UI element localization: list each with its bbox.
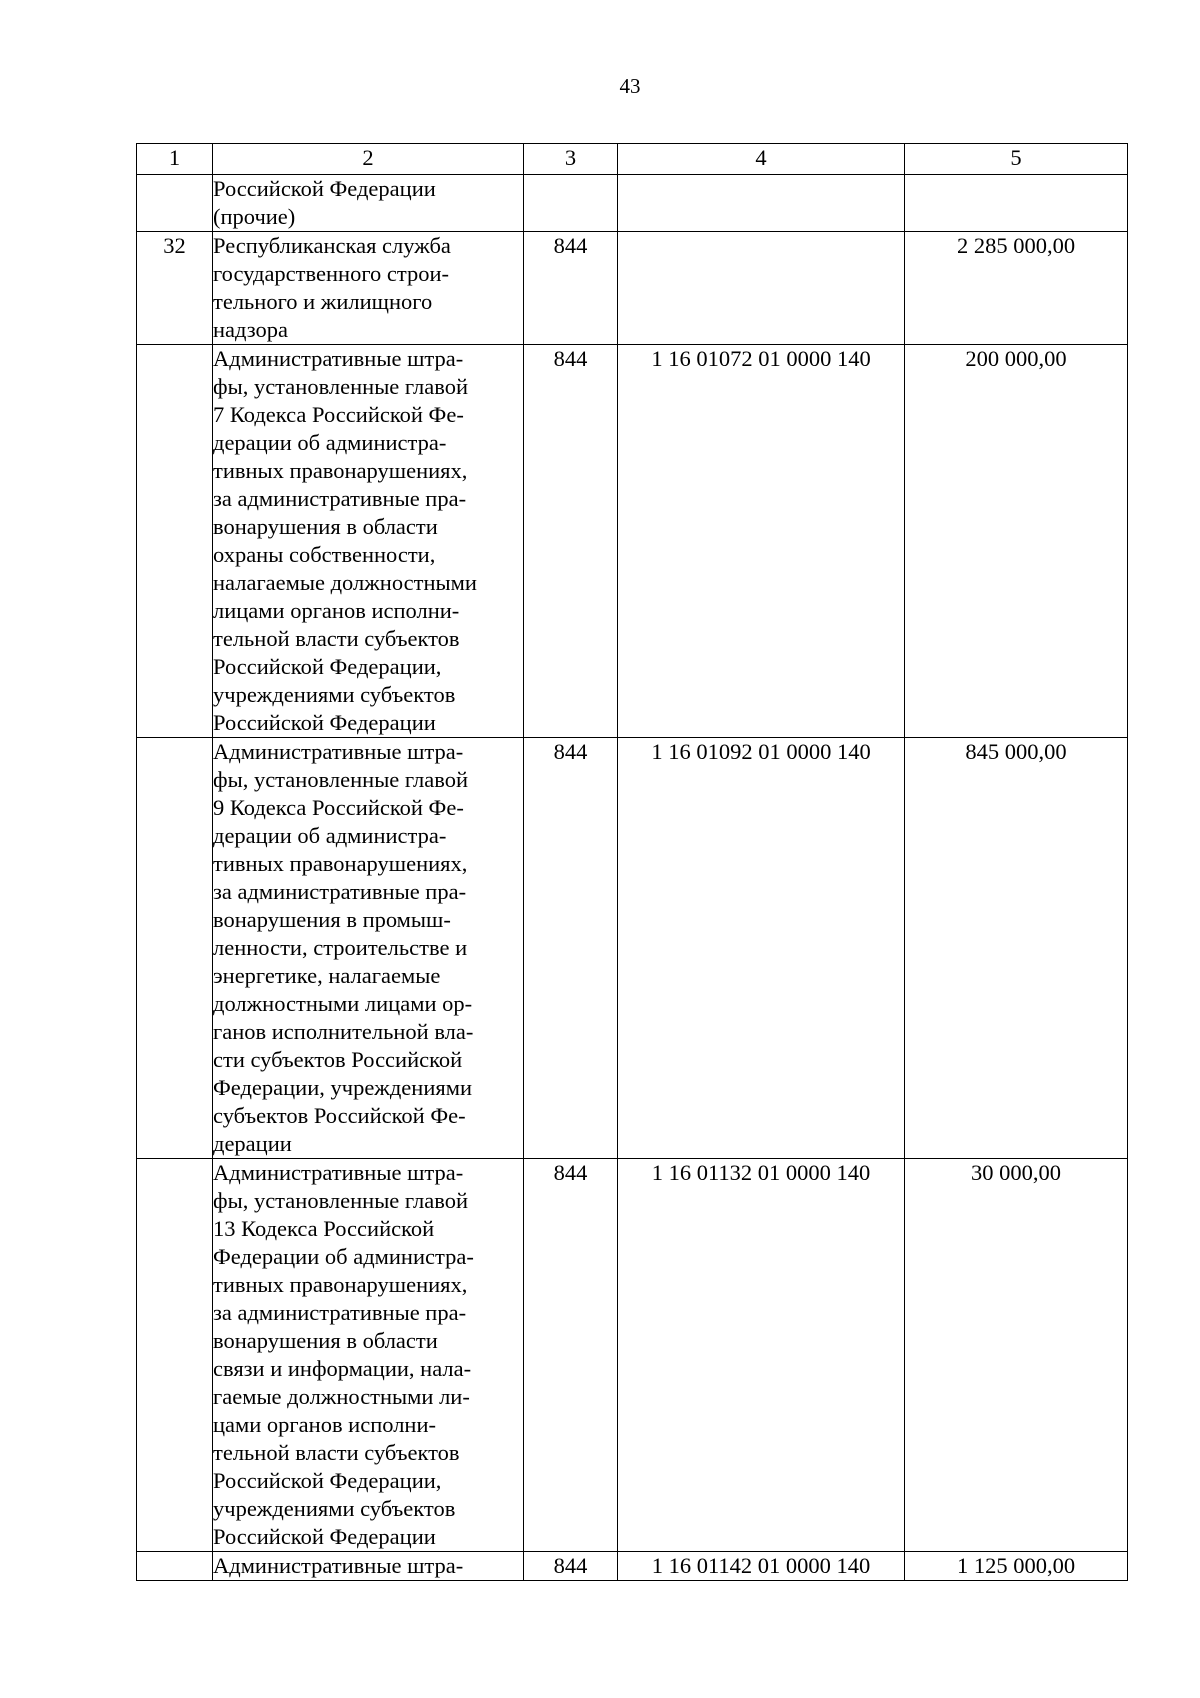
page-number: 43 [619,74,641,98]
row-admin-code: 844 [524,1552,618,1581]
table-row [137,1159,1128,1552]
row-number [137,738,213,1159]
table-row [137,175,1128,232]
column-header: 5 [905,144,1128,175]
row-number [137,175,213,232]
table-row [137,345,1128,738]
row-name: Российской Федерации (прочие) [213,175,524,232]
row-amount: 30 000,00 [905,1159,1128,1552]
row-amount: 845 000,00 [905,738,1128,1159]
row-name: Административные штра- [213,1552,524,1581]
table-row [137,232,1128,345]
row-revenue-code [618,232,905,345]
row-admin-code: 844 [524,1159,618,1552]
row-amount: 1 125 000,00 [905,1552,1128,1581]
column-header: 1 [137,144,213,175]
row-name: Административные штра- фы, установленные главой 9 Кодекса Российской Фе- дерации об администра- тивных правонарушениях, за административные пра- вонарушения в промыш- ленности, строительстве и энергетике, налагаемые должностными лицами ор- ганов исполнительной вла- сти субъектов Российской Федерации, учреждениями субъектов Российской Фе- дерации [213,738,524,1159]
row-admin-code [524,175,618,232]
revenue-table [136,143,1128,1581]
row-revenue-code [618,175,905,232]
row-revenue-code: 1 16 01072 01 0000 140 [618,345,905,738]
row-admin-code: 844 [524,345,618,738]
row-name: Республиканская служба государственного строи- тельного и жилищного надзора [213,232,524,345]
row-amount: 2 285 000,00 [905,232,1128,345]
row-number [137,1552,213,1581]
row-revenue-code: 1 16 01092 01 0000 140 [618,738,905,1159]
row-admin-code: 844 [524,738,618,1159]
row-number [137,345,213,738]
column-header: 2 [213,144,524,175]
row-name: Административные штра- фы, установленные главой 7 Кодекса Российской Фе- дерации об администра- тивных правонарушениях, за административные пра- вонарушения в области охраны собственности, налагаемые должностными лицами органов исполни- тельной власти субъектов Российской Федерации, учреждениями субъектов Российской Федерации [213,345,524,738]
row-number: 32 [137,232,213,345]
table-header-row [137,144,1128,175]
row-amount [905,175,1128,232]
table-row [137,738,1128,1159]
row-name: Административные штра- фы, установленные главой 13 Кодекса Российской Федерации об администра- тивных правонарушениях, за административные пра- вонарушения в области связи и информации, нала- гаемые должностными ли- цами органов исполни- тельной власти субъектов Российской Федерации, учреждениями субъектов Российской Федерации [213,1159,524,1552]
column-header: 3 [524,144,618,175]
row-amount: 200 000,00 [905,345,1128,738]
table-row [137,1552,1128,1581]
row-revenue-code: 1 16 01132 01 0000 140 [618,1159,905,1552]
row-revenue-code: 1 16 01142 01 0000 140 [618,1552,905,1581]
row-admin-code: 844 [524,232,618,345]
column-header: 4 [618,144,905,175]
row-number [137,1159,213,1552]
